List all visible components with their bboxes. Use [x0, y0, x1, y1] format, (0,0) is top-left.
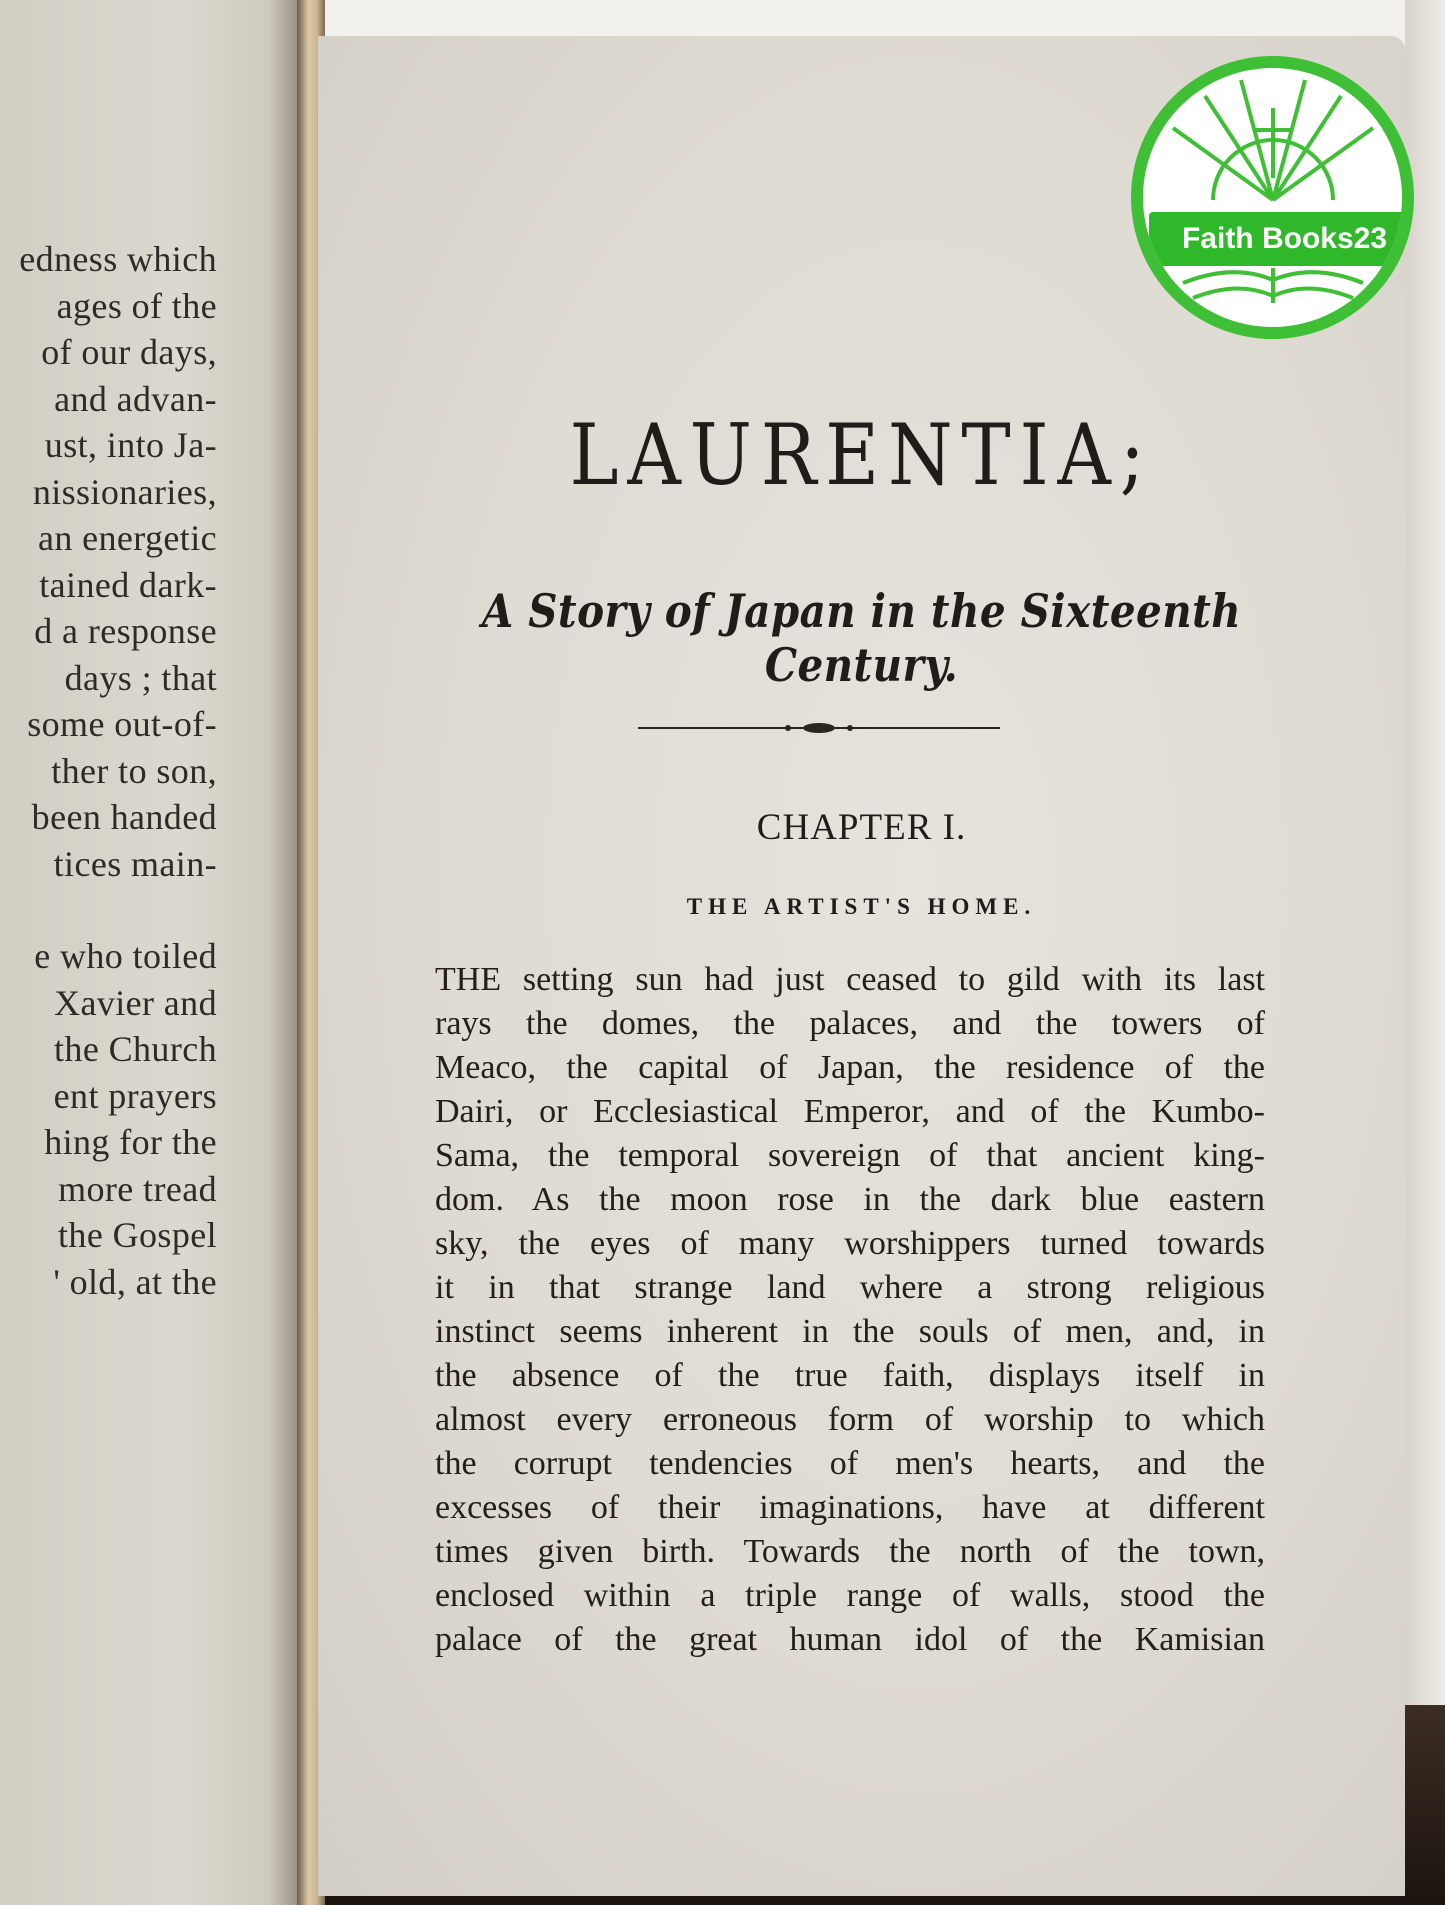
left-text-line: nissionaries, — [32, 471, 217, 512]
left-text-line: d a response — [34, 611, 217, 651]
chapter-body — [435, 958, 1265, 1662]
left-text-line: ' old, at the — [53, 1261, 217, 1302]
left-text-line: hing for the — [44, 1122, 217, 1162]
left-text-line: ust, into Ja- — [44, 425, 217, 465]
left-text-line: the Gospel — [58, 1215, 217, 1255]
body-text-line: Meaco, the capital of Japan, the residence of the — [435, 1049, 1265, 1086]
left-text-line: an energetic — [37, 518, 217, 558]
left-text-line — [0, 887, 217, 933]
left-text-line: of our days, — [41, 332, 217, 372]
ornament-divider — [638, 720, 1000, 736]
left-page — [0, 0, 305, 1905]
body-text-line: rays the domes, the palaces, and the towers of — [435, 1005, 1265, 1042]
left-text-line: been handed — [31, 797, 217, 837]
left-text-line: ages of the — [56, 285, 217, 326]
left-text-line: tained dark- — [39, 564, 217, 605]
body-text-line: Dairi, or Ecclesiastical Emperor, and of the Kumbo- — [435, 1093, 1265, 1130]
faith-books-watermark — [1131, 56, 1414, 339]
chapter-heading: CHAPTER I. — [756, 807, 967, 848]
book-title: LAURENTIA; — [569, 406, 1154, 504]
body-text-line: dom. As the moon rose in the dark blue eastern — [435, 1181, 1265, 1218]
body-text-line: enclosed within a triple range of walls, stood the — [435, 1577, 1265, 1614]
watermark-label: Faith Books23 — [1149, 212, 1402, 266]
left-text-line: the Church — [54, 1029, 217, 1069]
left-text-line: more tread — [58, 1168, 217, 1209]
body-text-line: THE setting sun had just ceased to gild with its last — [435, 961, 1265, 998]
body-text-line: Sama, the temporal sovereign of that ancient king- — [435, 1137, 1265, 1174]
background-edge — [1405, 0, 1445, 1905]
book-subtitle: A Story of Japan in the Sixteenth Century. — [481, 584, 1242, 692]
left-text-line: e who toiled — [34, 936, 217, 976]
left-text-line: tices main- — [53, 843, 217, 884]
body-text-line: palace of the great human idol of the Kamisian — [435, 1621, 1265, 1658]
body-text-line: the absence of the true faith, displays itself in — [435, 1357, 1265, 1394]
left-text-line: edness which — [19, 239, 217, 279]
left-text-line: and advan- — [54, 378, 217, 419]
body-text-line: sky, the eyes of many worshippers turned towards — [435, 1225, 1265, 1262]
body-text-line: the corrupt tendencies of men's hearts, and the — [435, 1445, 1265, 1482]
left-text-line: ent prayers — [53, 1075, 217, 1116]
left-text-line: Xavier and — [54, 982, 217, 1023]
left-page-text — [0, 236, 217, 1305]
body-text-line: it in that strange land where a strong religious — [435, 1269, 1265, 1306]
body-text-line: excesses of their imaginations, have at different — [435, 1489, 1265, 1526]
left-text-line: days ; that — [64, 657, 217, 698]
left-text-line: some out-of- — [27, 704, 217, 744]
body-text-line: almost every erroneous form of worship to which — [435, 1401, 1265, 1438]
church-sunrise-icon — [1143, 68, 1402, 327]
chapter-title: THE ARTIST'S HOME. — [686, 894, 1037, 919]
body-text-line: times given birth. Towards the north of the town, — [435, 1533, 1265, 1570]
left-text-line: ther to son, — [51, 750, 217, 791]
body-text-line: instinct seems inherent in the souls of men, and, in — [435, 1313, 1265, 1350]
